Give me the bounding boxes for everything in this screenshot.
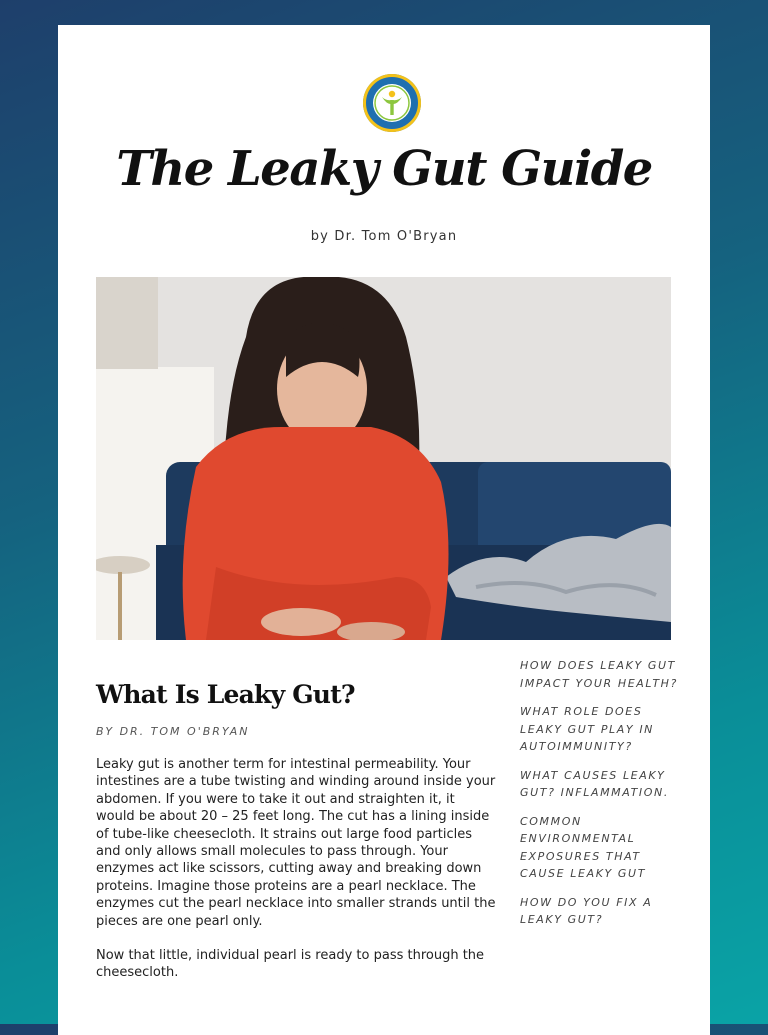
toc-link-environmental-exposures[interactable]: COMMON ENVIRONMENTAL EXPOSURES THAT CAUSE LEAKY GUT <box>520 814 647 880</box>
toc-link-health-impact[interactable]: HOW DOES LEAKY GUT IMPACT YOUR HEALTH? <box>520 659 678 690</box>
organization-logo-icon <box>363 74 421 132</box>
table-of-contents <box>520 657 680 940</box>
hero-image <box>96 277 671 640</box>
article-paragraph: Leaky gut is another term for intestinal permeability. Your intestines are a tube twisting and winding around inside your abdomen. If you were to take it out and straighten it, it would be about 20 – 25 feet long. The cut has a lining inside of tube-like cheesecloth. It strains out large food particles and only allows small molecules to pass through. Your enzymes act like scissors, cutting away and breaking down proteins. Imagine those proteins are a pearl necklace. The enzymes cut the pearl necklace into smaller strands until the pieces are one pearl only. <box>96 757 496 929</box>
toc-link-causes[interactable]: WHAT CAUSES LEAKY GUT? INFLAMMATION. <box>520 768 669 799</box>
toc-link-fix[interactable]: HOW DO YOU FIX A LEAKY GUT? <box>520 895 653 926</box>
article-author-kicker: BY DR. TOM O'BRYAN <box>96 725 250 738</box>
author-byline: by Dr. Tom O'Bryan <box>310 229 458 244</box>
article-column <box>96 680 496 995</box>
document-page <box>58 25 710 1035</box>
article-paragraph: Now that little, individual pearl is ready to pass through the cheesecloth. <box>96 948 485 981</box>
toc-link-autoimmunity[interactable]: WHAT ROLE DOES LEAKY GUT PLAY IN AUTOIMMUNITY? <box>520 705 654 753</box>
section-heading: What Is Leaky Gut? <box>96 680 355 709</box>
document-title: The Leaky Gut Guide <box>116 141 652 197</box>
